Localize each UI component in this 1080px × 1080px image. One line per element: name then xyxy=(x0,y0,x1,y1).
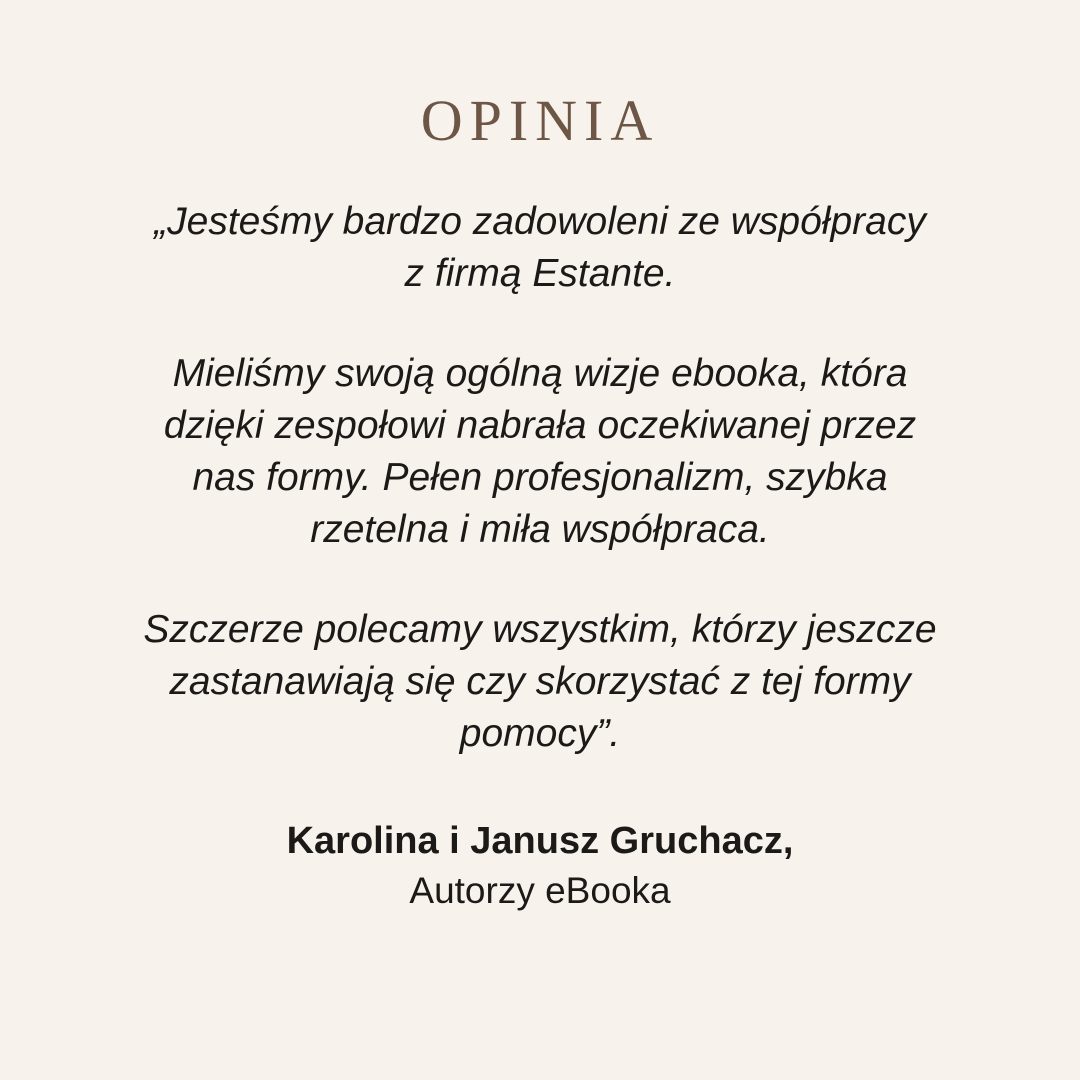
quote-line: zastanawiają się czy skorzystać z tej formy xyxy=(169,660,911,703)
quote-line: dzięki zespołowi nabrała oczekiwanej przez xyxy=(163,404,917,447)
page-title: OPINIA xyxy=(420,88,660,153)
testimonial-quote xyxy=(0,196,1080,760)
quote-line: pomocy”. xyxy=(459,712,621,755)
quote-line: Mieliśmy swoją ogólną wizje ebooka, która xyxy=(172,352,908,395)
quote-paragraph-3 xyxy=(70,604,1010,760)
quote-paragraph-2 xyxy=(70,348,1010,556)
quote-line: Szczerze polecamy wszystkim, którzy jeszcze xyxy=(143,608,937,651)
quote-paragraph-1 xyxy=(70,196,1010,300)
quote-line: nas formy. Pełen profesjonalizm, szybka xyxy=(192,456,888,499)
author-name: Karolina i Janusz Gruchacz, xyxy=(286,820,794,862)
testimonial-signature xyxy=(0,816,1080,916)
quote-line: rzetelna i miła współpraca. xyxy=(310,508,770,551)
quote-line: „Jesteśmy bardzo zadowoleni ze współpracy xyxy=(154,200,926,243)
author-role: Autorzy eBooka xyxy=(409,870,671,911)
quote-line: z firmą Estante. xyxy=(404,252,676,295)
